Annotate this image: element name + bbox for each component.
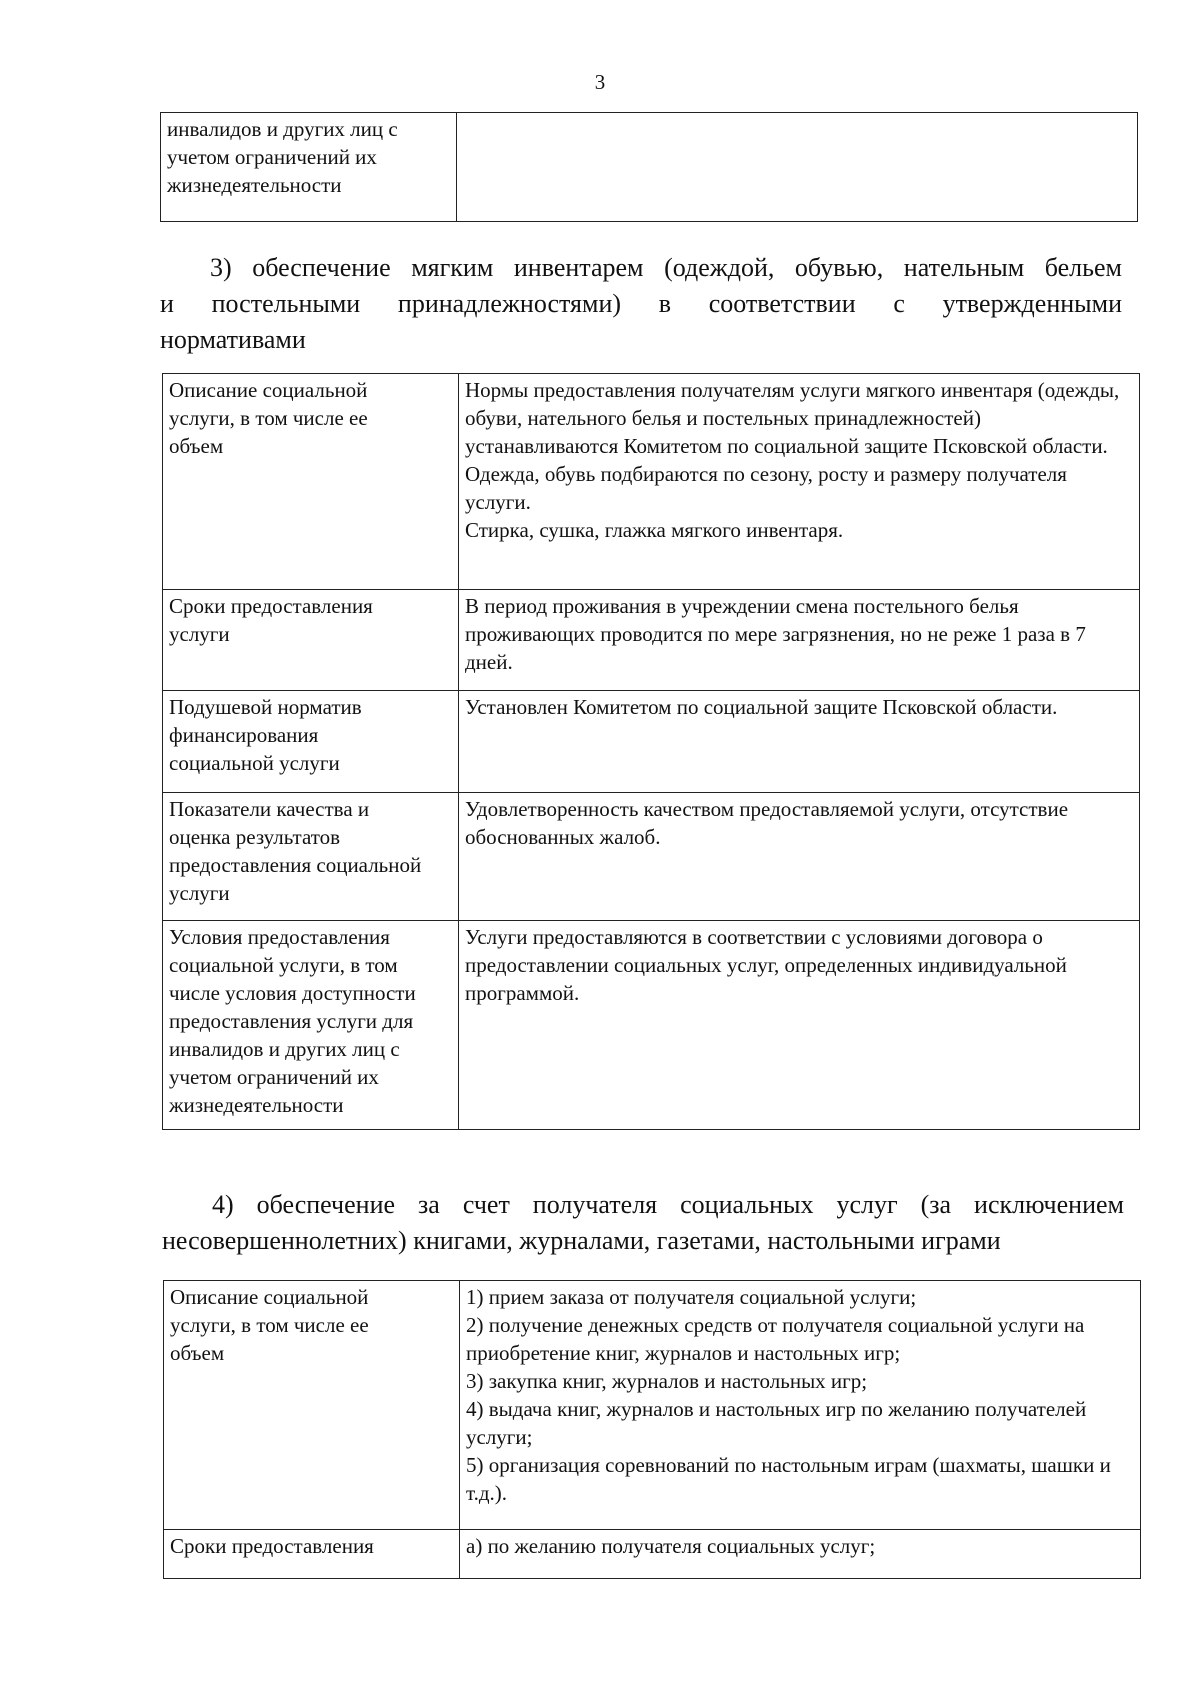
cell-line: услуги, в том числе ее [169,406,368,430]
item-3-table [162,373,1140,1130]
cell-line: Условия предоставления [169,925,390,949]
item-3-line: 3) обеспечение мягким инвентарем (одеждой, обувью, нательным бельем [210,253,1122,282]
table-cell-label [163,793,459,921]
cell-line: оценка результатов [169,825,341,849]
cell-line: финансирования [169,723,319,747]
cell-paragraph: В период проживания в учреждении смена постельного белья проживающих проводится по мере загрязнения, но не реже 1 раза в 7 дней. [465,594,1086,674]
cell-line: предоставления услуги для [169,1009,414,1033]
table-cell-label [164,1281,460,1530]
item-4-table [163,1280,1141,1579]
cell-line: объем [170,1341,225,1365]
table-cell-value [460,1281,1141,1530]
cell-line: числе условия доступности [169,981,416,1005]
table-cell-value [459,793,1140,921]
cell-line: услуги [169,622,230,646]
cell-line: предоставления социальной [169,853,422,877]
item-3-line: нормативами [160,325,306,354]
cell-line: инвалидов и других лиц с [169,1037,400,1061]
table-cell-label [163,590,459,691]
cell-paragraph: а) по желанию получателя социальных услуг; [466,1534,876,1558]
table-row [161,113,1138,222]
cell-line: Описание социальной [169,378,368,402]
top-table [160,112,1138,222]
cell-line: услуги [169,881,230,905]
cell-paragraph: Одежда, обувь подбираются по сезону, росту и размеру получателя услуги. [465,462,1067,514]
cell-line: Описание социальной [170,1285,369,1309]
cell-line: жизнедеятельности [169,1093,344,1117]
item-4-heading [162,1187,1124,1259]
table-cell-value [459,374,1140,590]
cell-paragraph: Стирка, сушка, глажка мягкого инвентаря. [465,518,844,542]
item-3-heading [160,250,1122,358]
item-3-line: и постельными принадлежностями) в соответствии с утвержденными [160,289,1122,318]
table-cell-value [457,113,1138,222]
table-cell-value [460,1530,1141,1579]
table-row [163,793,1140,921]
table-row [164,1281,1141,1530]
table-cell-value [459,921,1140,1130]
cell-line: жизнедеятельности [167,173,342,197]
table-cell-label [164,1530,460,1579]
cell-line: услуги, в том числе ее [170,1313,369,1337]
table-row [163,374,1140,590]
cell-line: учетом ограничений их [169,1065,379,1089]
cell-line: Подушевой норматив [169,695,362,719]
cell-paragraph: Услуги предоставляются в соответствии с условиями договора о предоставлении социальных услуг, определенных индивидуальной программой. [465,925,1067,1005]
page-number: 3 [594,70,606,94]
table-row [163,921,1140,1130]
table-row [163,590,1140,691]
cell-line: инвалидов и других лиц с [167,117,398,141]
cell-paragraph: 4) выдача книг, журналов и настольных игр по желанию получателей услуги; [466,1397,1087,1449]
cell-line: Сроки предоставления [170,1534,374,1558]
cell-line: учетом ограничений их [167,145,377,169]
table-row [163,691,1140,793]
cell-line: социальной услуги, в том [169,953,398,977]
table-cell-label [163,921,459,1130]
cell-paragraph: 1) прием заказа от получателя социальной услуги; [466,1285,917,1309]
item-4-line: несовершеннолетних) книгами, журналами, газетами, настольными играми [162,1226,1001,1255]
table-cell-label [163,691,459,793]
cell-paragraph: 2) получение денежных средств от получателя социальной услуги на приобретение книг, журналов и настольных игр; [466,1313,1085,1365]
table-cell-value [459,590,1140,691]
cell-line: объем [169,434,224,458]
table-cell-label [161,113,457,222]
table-cell-value [459,691,1140,793]
cell-paragraph: Установлен Комитетом по социальной защите Псковской области. [465,695,1058,719]
cell-line: Сроки предоставления [169,594,373,618]
item-4-line: 4) обеспечение за счет получателя социальных услуг (за исключением [212,1190,1124,1219]
table-row [164,1530,1141,1579]
cell-line: социальной услуги [169,751,340,775]
cell-paragraph: Удовлетворенность качеством предоставляемой услуги, отсутствие обоснованных жалоб. [465,797,1069,849]
cell-paragraph: 3) закупка книг, журналов и настольных игр; [466,1369,868,1393]
cell-line: Показатели качества и [169,797,370,821]
table-cell-label [163,374,459,590]
cell-paragraph: 5) организация соревнований по настольным играм (шахматы, шашки и т.д.). [466,1453,1111,1505]
cell-paragraph: Нормы предоставления получателям услуги мягкого инвентаря (одежды, обуви, нательного белья и постельных принадлежностей) устанавливаются Комитетом по социальной защите Псковской области. [465,378,1120,458]
